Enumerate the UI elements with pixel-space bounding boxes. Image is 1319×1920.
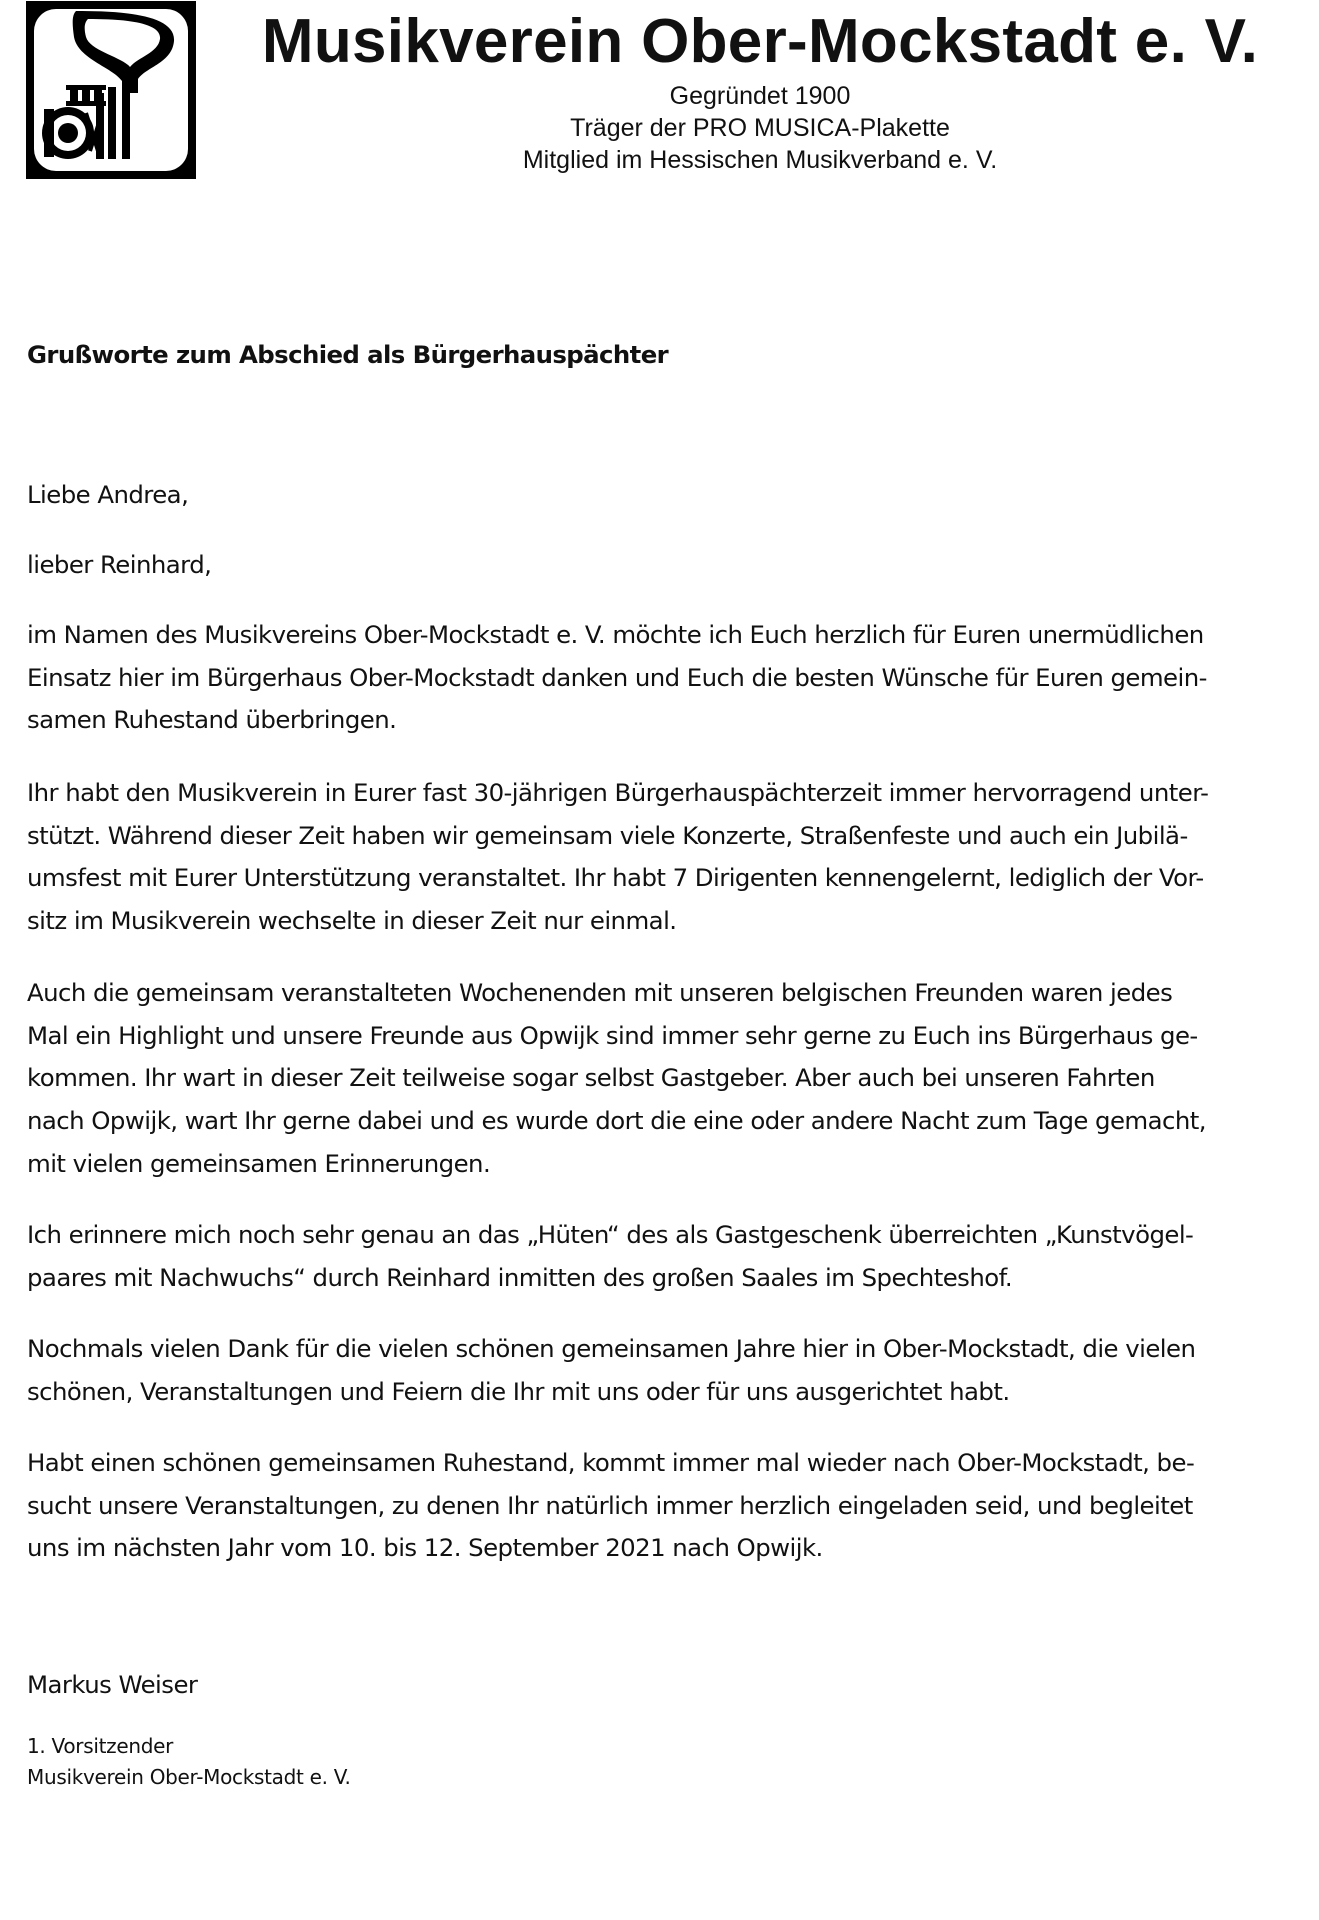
signer-organization: Musikverein Ober-Mockstadt e. V. — [27, 1765, 351, 1789]
salutation-second: lieber Reinhard, — [27, 550, 212, 579]
award-line: Träger der PRO MUSICA-Plakette — [570, 114, 950, 142]
paragraph — [27, 1214, 1297, 1299]
salutation-first: Liebe Andrea, — [27, 480, 189, 509]
paragraph-text: Ihr habt den Musikverein in Eurer fast 30-jährigen Bürgerhauspächterzeit immer hervorragend unter- stützt. Während dieser Zeit haben wir gemeinsam viele Konzerte, Straßenfeste und auch ein Jubilä- umsfest mit Eurer Unterstützung veranstaltet. Ihr habt 7 Dirigenten kennengelernt, lediglich der Vor- sitz im Musikverein wechselte in dieser Zeit nur einmal. — [27, 778, 1209, 936]
signer-name: Markus Weiser — [27, 1670, 198, 1699]
paragraph-text: im Namen des Musikvereins Ober-Mockstadt e. V. möchte ich Euch herzlich für Euren unermüdlichen Einsatz hier im Bürgerhaus Ober-Mockstadt danken und Euch die besten Wünsche für Euren gemein- samen Ruhestand überbringen. — [27, 620, 1207, 735]
organization-name: Musikverein Ober-Mockstadt e. V. — [261, 7, 1259, 76]
paragraph-text: Auch die gemeinsam veranstalteten Wochenenden mit unseren belgischen Freunden waren jedes Mal ein Highlight und unsere Freunde aus Opwijk sind immer sehr gerne zu Euch ins Bürgerhaus ge- kommen. Ihr wart in dieser Zeit teilweise sogar selbst Gastgeber. Aber auch bei unseren Fahrten nach Opwijk, wart Ihr gerne dabei und es wurde dort die eine oder andere Nacht zum Tage gemacht, mit vielen gemeinsamen Erinnerungen. — [27, 978, 1207, 1178]
letter-heading: Grußworte zum Abschied als Bürgerhauspächter — [27, 340, 669, 369]
paragraph — [27, 1328, 1297, 1413]
paragraph-text: Ich erinnere mich noch sehr genau an das „Hüten“ des als Gastgeschenk überreichten „Kunstvögel- paares mit Nachwuchs“ durch Reinhard inmitten des großen Saales im Spechteshof. — [27, 1220, 1194, 1292]
paragraph-text: Habt einen schönen gemeinsamen Ruhestand, kommt immer mal wieder nach Ober-Mockstadt, be- sucht unsere Veranstaltungen, zu denen Ihr natürlich immer herzlich eingeladen seid, und begleitet uns im nächsten Jahr vom 10. bis 12. September 2021 nach Opwijk. — [27, 1448, 1195, 1563]
paragraph — [27, 772, 1297, 943]
paragraph — [27, 614, 1297, 742]
paragraph-text: Nochmals vielen Dank für die vielen schönen gemeinsamen Jahre hier in Ober-Mockstadt, die vielen schönen, Veranstaltungen und Feiern die Ihr mit uns oder für uns ausgerichtet habt. — [27, 1334, 1196, 1406]
paragraph — [27, 972, 1297, 1186]
signer-role: 1. Vorsitzender — [27, 1734, 174, 1758]
founded-line: Gegründet 1900 — [669, 82, 851, 110]
signer-details — [27, 1731, 351, 1793]
paragraph — [27, 1442, 1297, 1570]
music-club-logo-icon — [26, 1, 196, 179]
membership-line: Mitglied im Hessischen Musikverband e. V. — [522, 146, 998, 174]
